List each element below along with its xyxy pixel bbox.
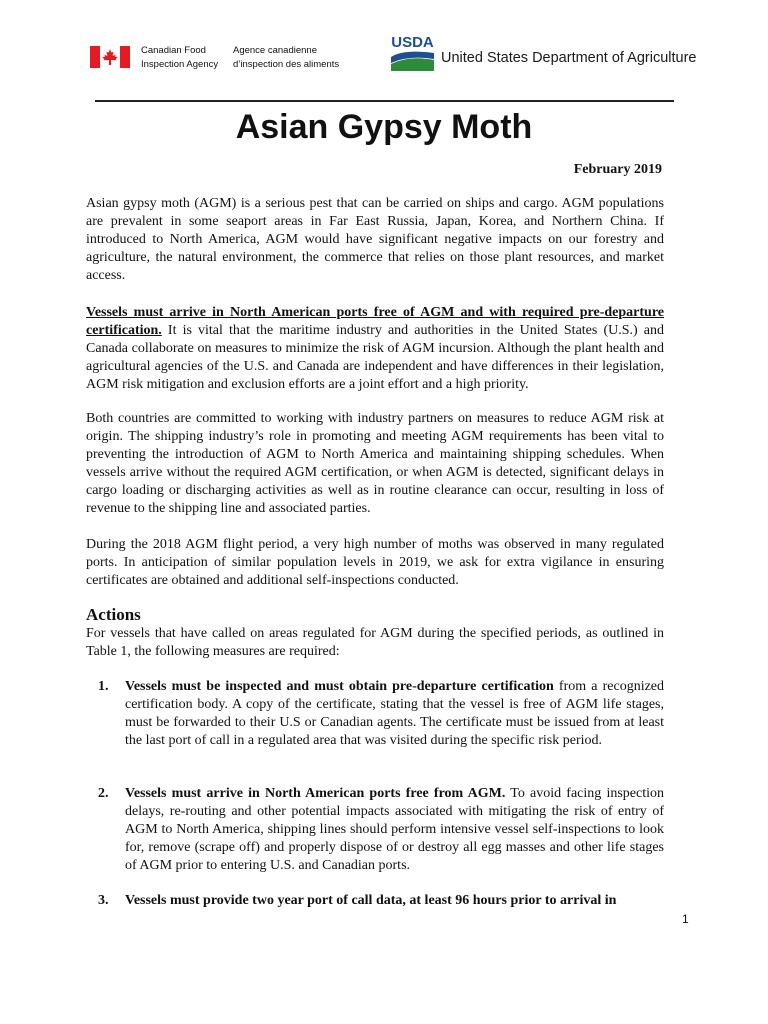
cfia-en-line2: Inspection Agency (141, 59, 219, 70)
certification-body: It is vital that the maritime industry and authorities in the United States (U.S.) and Canada collaborate on measures to minimize the risk of AGM incursion. Although the plant health and agricultural agencies of the U.S. and Canada are independent and have differences in their legislation, AGM risk mitigation and exclusion efforts are a joint effort and a high priority. (86, 323, 664, 392)
paragraph-partners: Both countries are committed to working with industry partners on measures to reduce AGM risk at origin. The shipping industry’s role in promoting and meeting AGM requirements has been vital to preventing the introduction of AGM to North America and maintaining shipping schedules. When vessels arrive without the required AGM certification, or when AGM is detected, significant delays in cargo loading or discharging activities as well as in routine clearance can occur, resulting in loss of revenue to the shipping line and associated parties. (86, 411, 664, 516)
page-title: Asian Gypsy Moth (235, 108, 533, 146)
list-item-body: from a recognized certification body. A copy of the certificate, stating that the vessel is free of AGM life stages, must be forwarded to their U.S or Canadian agents. The certificate must be issued from at least the last port of call in a regulated area that was visited during the specific risk period. (125, 679, 665, 748)
list-item (98, 678, 664, 750)
list-item-body: To avoid facing inspection delays, re-routing and other potential impacts associated with mitigating the risk of entry of AGM to North America, shipping lines should perform intensive vessel self-inspections to look for, remove (scrape off) and properly dispose of or destroy all egg masses and other life stages of AGM prior to entering U.S. and Canadian ports. (125, 786, 665, 873)
usda-logo-icon (389, 33, 436, 73)
svg-text:USDA: USDA (391, 34, 434, 51)
list-item-lead: Vessels must provide two year port of call data, at least 96 hours prior to arrival in (125, 893, 617, 908)
list-item-lead: Vessels must be inspected and must obtain pre-departure certification (125, 679, 554, 694)
document-date: February 2019 (573, 162, 662, 177)
cfia-name-french (233, 44, 353, 72)
list-item-lead: Vessels must arrive in North American ports free from AGM. (125, 786, 506, 801)
list-item-number: 1. (98, 679, 109, 694)
cfia-en-line1: Canadian Food (141, 45, 206, 56)
list-item-number: 2. (98, 786, 109, 801)
actions-intro: For vessels that have called on areas regulated for AGM during the specified periods, as outlined in Table 1, the following measures are required: (86, 626, 664, 659)
usda-name: United States Department of Agriculture (441, 50, 697, 66)
cfia-fr-line2: d’inspection des aliments (233, 59, 340, 70)
list-item-number: 3. (98, 893, 109, 908)
actions-heading: Actions (86, 605, 141, 624)
list-item (98, 892, 664, 910)
list-item (98, 785, 664, 875)
canada-flag-icon (90, 46, 130, 68)
paragraph-intro: Asian gypsy moth (AGM) is a serious pest that can be carried on ships and cargo. AGM populations are prevalent in some seaport areas in Far East Russia, Japan, Korea, and Northern China. If introduced to North America, AGM would have significant negative impacts on our forestry and agriculture, the natural environment, the commerce that relies on those plant resources, and market access. (86, 196, 664, 283)
cfia-name-english (141, 44, 231, 72)
page-number: 1 (682, 912, 689, 926)
header-divider (95, 100, 674, 102)
paragraph-certification (86, 304, 664, 394)
certification-lead: Vessels must arrive in North American ports free of AGM and with required pre-departure certification. (86, 305, 664, 338)
cfia-fr-line1: Agence canadienne (233, 45, 317, 56)
paragraph-flight-period: During the 2018 AGM flight period, a very high number of moths was observed in many regulated ports. In anticipation of similar population levels in 2019, we ask for extra vigilance in ensuring certificates are obtained and additional self-inspections conducted. (86, 537, 664, 588)
